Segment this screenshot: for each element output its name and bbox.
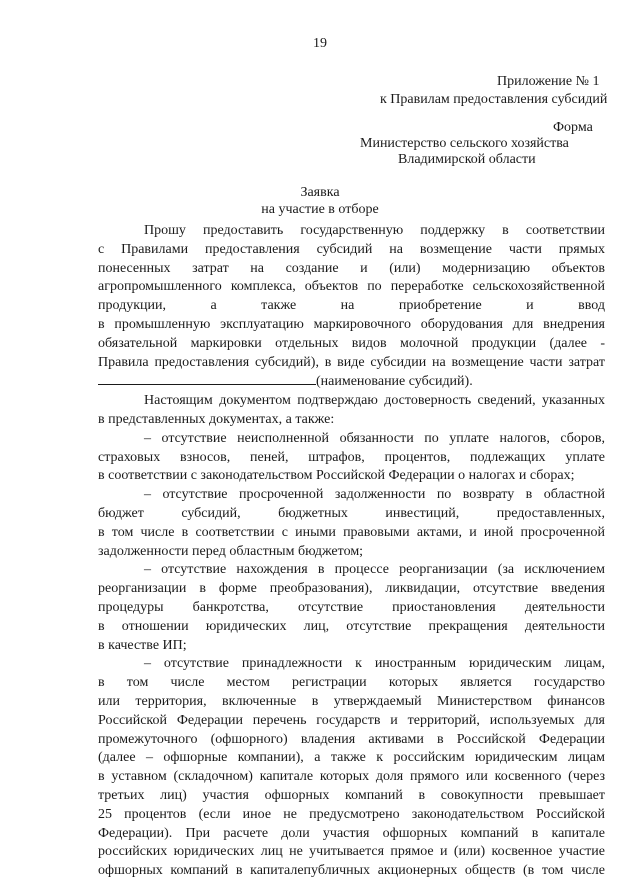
body-line: Правила предоставления субсидий), в виде субсидии на возмещение части затрат xyxy=(98,354,605,370)
body-line: в качестве ИП; xyxy=(98,637,187,653)
body-line: – отсутствие нахождения в процессе реорганизации (за исключением xyxy=(144,562,605,578)
body-line xyxy=(98,372,605,392)
body-line: третьих лиц) участия офшорных компаний в совокупности превышает xyxy=(98,787,605,803)
appendix-label: Приложение № 1 xyxy=(497,74,600,89)
body-line: обязательной маркировки отдельных видов молочной продукции (далее - xyxy=(98,335,605,351)
form-label: Форма xyxy=(553,120,593,135)
body-line: (далее – офшорные компании), а также к российским юридическим лицам xyxy=(98,750,605,766)
body-line: в уставном (складочном) капитале которых доля прямого или косвенного (через xyxy=(98,769,605,785)
body-line: – отсутствие принадлежности к иностранным юридическим лицам, xyxy=(144,656,605,672)
subsidy-name-hint: (наименование субсидий). xyxy=(316,374,473,390)
body-line: в том числе в соответствии с иными правовыми актами, и иной просроченной xyxy=(98,524,605,540)
body-line: задолженности перед областным бюджетом; xyxy=(98,543,364,559)
body-line: реорганизации в форме преобразования), ликвидации, отсутствие введения xyxy=(98,581,605,597)
page-number: 19 xyxy=(313,36,327,51)
body-line: или территория, включенные в утверждаемый Министерством финансов xyxy=(98,693,605,709)
body-line: Российской Федерации перечень государств и территорий, используемых для xyxy=(98,712,605,728)
body-line: понесенных затрат на создание и (или) модернизацию объектов xyxy=(98,260,605,276)
body-line: офшорных компаний в капиталепубличных акционерных обществ (в том числе xyxy=(98,863,605,879)
body-line: продукции, а также на приобретение и ввод xyxy=(98,298,605,314)
body-line: с Правилами предоставления субсидий на возмещение части прямых xyxy=(98,241,605,257)
rules-reference: к Правилам предоставления субсидий xyxy=(380,92,608,107)
body-line: процедуры банкротства, отсутствие приостановления деятельности xyxy=(98,599,605,615)
body-line: Прошу предоставить государственную поддержку в соответствии xyxy=(144,223,605,238)
body-line: бюджет субсидий, бюджетных инвестиций, предоставленных, xyxy=(98,505,605,521)
body-line: агропромышленного комплекса, объектов по переработке сельскохозяйственной xyxy=(98,279,605,295)
body-line: в соответствии с законодательством Российской Федерации о налогах и сборах; xyxy=(98,468,575,484)
body-line: в представленных документах, а также: xyxy=(98,411,335,427)
ministry-line-2: Владимирской области xyxy=(398,152,536,167)
body-line: Федерации). При расчете доли участия офшорных компаний в капитале xyxy=(98,825,605,841)
body-line: в промышленную эксплуатацию маркировочного оборудования для внедрения xyxy=(98,316,605,332)
body-line: страховых взносов, пеней, штрафов, процентов, подлежащих уплате xyxy=(98,449,605,465)
body-line: промежуточного (офшорного) владения активами в Российской Федерации xyxy=(98,731,605,747)
body-line: в отношении юридических лиц, отсутствие прекращения деятельности xyxy=(98,618,605,634)
fill-in-blank xyxy=(98,372,316,385)
body-line: – отсутствие просроченной задолженности по возврату в областной xyxy=(144,487,605,503)
document-subtitle: на участие в отборе xyxy=(261,202,379,217)
document-title: Заявка xyxy=(300,185,340,200)
body-line: в том числе местом регистрации которых является государство xyxy=(98,675,605,691)
body-line: – отсутствие неисполненной обязанности по уплате налогов, сборов, xyxy=(144,430,605,446)
ministry-line-1: Министерство сельского хозяйства xyxy=(360,136,569,151)
body-line: Настоящим документом подтверждаю достоверность сведений, указанных xyxy=(144,393,605,409)
body-line: российских юридических лиц не учитывается прямое и (или) косвенное участие xyxy=(98,844,605,860)
body-line: 25 процентов (если иное не предусмотрено законодательством Российской xyxy=(98,806,605,822)
document-body xyxy=(98,222,605,881)
